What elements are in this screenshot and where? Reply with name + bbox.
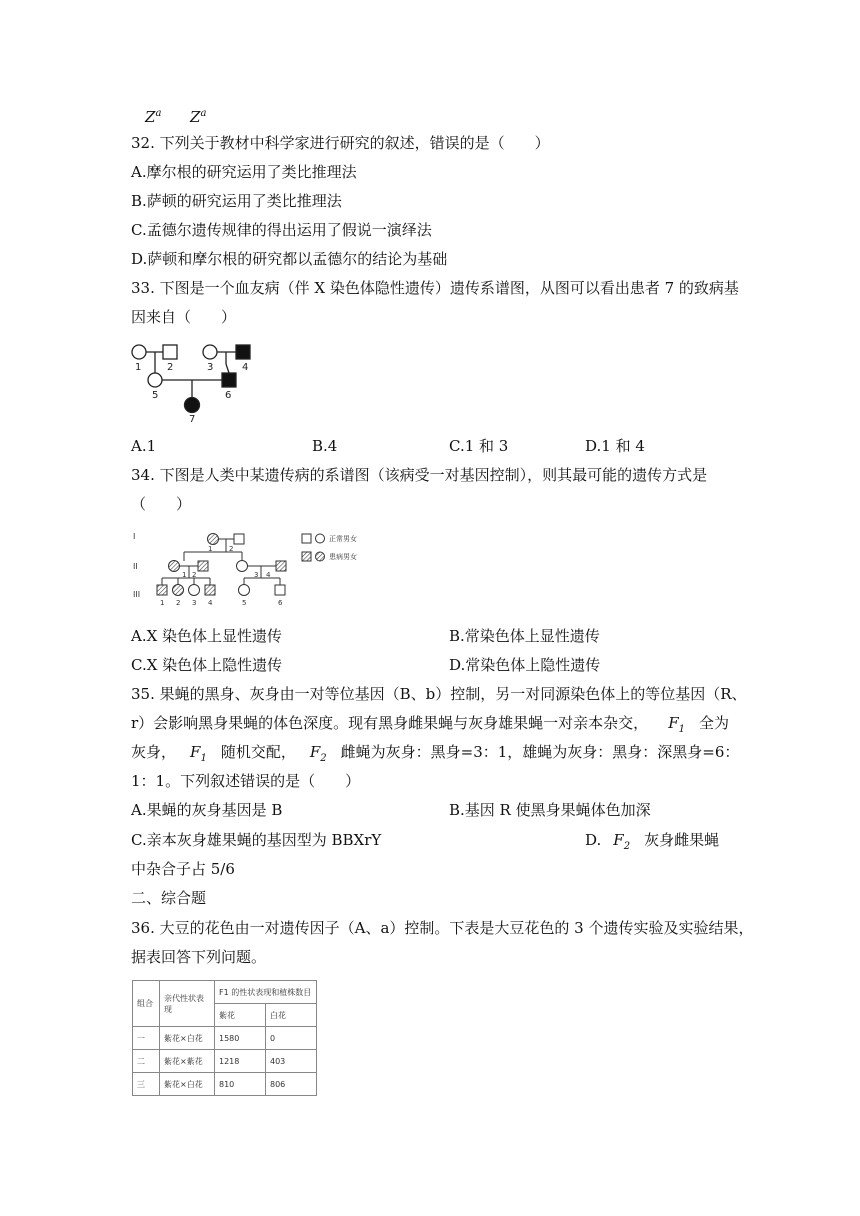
legend-affected-label: 患病男女 — [329, 553, 357, 561]
z-a-fragment-1: $Z^a$ — [145, 108, 162, 126]
q34-option-b[interactable]: B.常染色体上显性遗传 — [449, 627, 600, 645]
header-parent: 亲代性状表现 — [160, 981, 215, 1027]
gen3-label-5: 5 — [242, 599, 247, 607]
table-row: 二 紫花×紫花 1218 403 — [133, 1050, 317, 1073]
header-f1: F1 的性状表现和植株数目 — [215, 981, 317, 1004]
q34-stem-line2: （ ） — [131, 495, 192, 513]
pedigree-label-5: 5 — [152, 390, 159, 401]
q32-option-b[interactable]: B.萨顿的研究运用了类比推理法 — [131, 192, 342, 210]
header-white: 白花 — [266, 1004, 317, 1027]
pedigree-label-1: 1 — [135, 362, 142, 373]
q35-line2: r）会影响黑身果蝇的体色深度。现有黑身雌果蝇与灰身雄果蝇一对亲本杂交， $F_1$ 全为 — [131, 714, 729, 735]
pedigree-male-4-affected — [236, 345, 250, 359]
pedigree-female-3 — [203, 345, 217, 359]
gen3-label-6: 6 — [278, 599, 283, 607]
q35-option-b[interactable]: B.基因 R 使黑身果蝇体色加深 — [449, 801, 651, 819]
gen-label-i: I — [133, 532, 136, 541]
q33-option-d[interactable]: D.1 和 4 — [585, 437, 645, 455]
pedigree-male-6-affected — [222, 373, 236, 387]
q32-option-d[interactable]: D.萨顿和摩尔根的研究都以孟德尔的结论为基础 — [131, 250, 448, 268]
gen3-label-2: 2 — [176, 599, 181, 607]
gen3-label-4: 4 — [208, 599, 213, 607]
q35-line1: 35. 果蝇的黑身、灰身由一对等位基因（B、b）控制，另一对同源染色体上的等位基因（R、 — [131, 685, 747, 703]
gen1-label-1: 1 — [208, 545, 213, 553]
q36-line2: 据表回答下列问题。 — [131, 948, 267, 966]
q34-pedigree-diagram — [130, 525, 380, 610]
pedigree-female-5 — [148, 373, 162, 387]
q35-option-c[interactable]: C.亲本灰身雄果蝇的基因型为 BBXrY — [131, 831, 382, 849]
pedigree-label-4: 4 — [242, 362, 249, 373]
q34-option-d[interactable]: D.常染色体上隐性遗传 — [449, 656, 601, 674]
q35-line4: 1：1。下列叙述错误的是（ ） — [131, 772, 361, 790]
header-purple: 紫花 — [215, 1004, 266, 1027]
gen3-label-3: 3 — [192, 599, 197, 607]
q35-option-d[interactable]: D. $F_2$ 灰身雌果蝇 — [585, 831, 720, 852]
q34-stem-line1: 34. 下图是人类中某遗传病的系谱图（该病受一对基因控制），则其最可能的遗传方式是 — [131, 466, 708, 484]
pedigree-label-3: 3 — [207, 362, 214, 373]
gen2-label-2: 2 — [192, 571, 197, 579]
q32-stem: 32. 下列关于教材中科学家进行研究的叙述，错误的是（ ） — [131, 134, 550, 152]
q33-pedigree-diagram — [125, 340, 265, 425]
header-group: 组合 — [133, 981, 160, 1027]
gen2-label-4: 4 — [266, 571, 271, 579]
q35-line3: 灰身， $F_1$ 随机交配， $F_2$ 雌蝇为灰身：黑身=3：1，雄蝇为灰身：黑身：深黑身=6： — [131, 743, 740, 764]
gen2-label-1: 1 — [182, 571, 187, 579]
q34-option-a[interactable]: A.X 染色体上显性遗传 — [131, 627, 283, 645]
gen2-label-3: 3 — [254, 571, 259, 579]
legend-normal-label: 正常男女 — [329, 535, 357, 543]
q34-option-c[interactable]: C.X 染色体上隐性遗传 — [131, 656, 283, 674]
pedigree-label-2: 2 — [167, 362, 174, 373]
pedigree-label-7: 7 — [189, 414, 196, 425]
q36-line1: 36. 大豆的花色由一对遗传因子（A、a）控制。下表是大豆花色的 3 个遗传实验及实验结果， — [131, 919, 754, 937]
q33-option-b[interactable]: B.4 — [312, 437, 338, 455]
q36-data-table — [132, 980, 317, 1096]
gen1-label-2: 2 — [229, 545, 234, 553]
section-heading: 二、综合题 — [131, 889, 207, 907]
pedigree-label-6: 6 — [225, 390, 232, 401]
q35-option-a[interactable]: A.果蝇的灰身基因是 B — [131, 801, 283, 819]
q33-option-a[interactable]: A.1 — [131, 437, 157, 455]
pedigree-female-1 — [132, 345, 146, 359]
gen-label-iii: III — [133, 590, 141, 599]
q35-option-d-line2: 中杂合子占 5/6 — [131, 860, 235, 878]
q33-stem-line2: 因来自（ ） — [131, 308, 237, 326]
gen-label-ii: II — [133, 562, 138, 571]
table-row: 一 紫花×白花 1580 0 — [133, 1027, 317, 1050]
table-row: 三 紫花×白花 810 806 — [133, 1073, 317, 1096]
q33-stem-line1: 33. 下图是一个血友病（伴 X 染色体隐性遗传）遗传系谱图，从图可以看出患者 7 的致病基 — [131, 279, 739, 297]
z-a-fragment-2: $Z^a$ — [190, 108, 207, 126]
pedigree-female-7-affected — [185, 398, 200, 413]
pedigree-male-2 — [163, 345, 177, 359]
q32-option-a[interactable]: A.摩尔根的研究运用了类比推理法 — [131, 163, 357, 181]
q33-option-c[interactable]: C.1 和 3 — [449, 437, 509, 455]
gen3-label-1: 1 — [160, 599, 165, 607]
q32-option-c[interactable]: C.孟德尔遗传规律的得出运用了假说一演绎法 — [131, 221, 432, 239]
